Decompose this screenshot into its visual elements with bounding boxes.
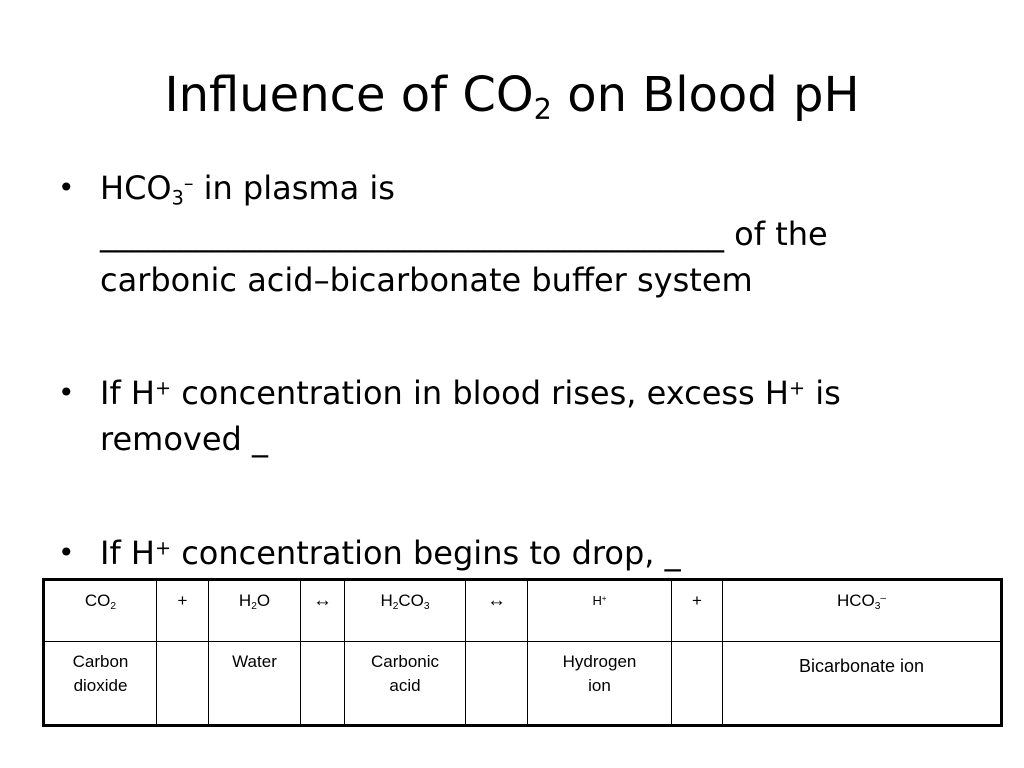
text: concentration in blood rises, excess H bbox=[171, 374, 789, 412]
bullet-dot: • bbox=[58, 536, 75, 569]
slide-title bbox=[0, 66, 1024, 127]
reversible-arrow: ↔ bbox=[466, 580, 528, 642]
text: H bbox=[592, 593, 602, 608]
bullet-line bbox=[100, 165, 980, 211]
text: CO bbox=[398, 591, 424, 610]
subscript: 3 bbox=[171, 186, 184, 210]
plus-sign: + bbox=[157, 580, 209, 642]
bullet-hco3-plasma bbox=[58, 165, 980, 303]
label-line: dioxide bbox=[73, 676, 128, 695]
plus-sign: + bbox=[672, 580, 723, 642]
subscript: 3 bbox=[423, 600, 430, 612]
superscript: + bbox=[154, 376, 172, 400]
label-carbonic-acid bbox=[345, 642, 466, 726]
subscript: 2 bbox=[251, 600, 257, 612]
superscript: – bbox=[880, 592, 887, 604]
subscript: 2 bbox=[392, 600, 399, 612]
superscript: + bbox=[154, 536, 172, 560]
superscript: + bbox=[788, 376, 806, 400]
subscript: 3 bbox=[874, 600, 881, 612]
h2co3-formula bbox=[345, 580, 466, 642]
co2-formula bbox=[44, 580, 157, 642]
title-text-end: on Blood pH bbox=[551, 67, 860, 123]
hplus-formula bbox=[528, 580, 672, 642]
label-row bbox=[44, 642, 1002, 726]
text: H bbox=[380, 591, 393, 610]
reversible-arrow: ↔ bbox=[301, 580, 345, 642]
bullet-line bbox=[100, 530, 980, 576]
hco3-formula bbox=[723, 580, 1002, 642]
text: concentration begins to drop, _ bbox=[171, 534, 681, 572]
text: If H bbox=[100, 374, 155, 412]
title-subscript: 2 bbox=[533, 92, 552, 127]
bullet-line: removed _ bbox=[100, 420, 268, 458]
text: in plasma is bbox=[193, 169, 395, 207]
label-carbon-dioxide bbox=[44, 642, 157, 726]
bullet-line-blank: _______________________________________ of the bbox=[100, 215, 828, 253]
label-line: acid bbox=[389, 676, 421, 695]
label-line: Hydrogen bbox=[562, 652, 637, 671]
bullet-dot: • bbox=[58, 171, 75, 204]
equation-row bbox=[44, 580, 1002, 642]
text: H bbox=[238, 591, 252, 610]
bullet-line: carbonic acid–bicarbonate buffer system bbox=[100, 261, 753, 299]
text: is bbox=[805, 374, 841, 412]
empty-cell bbox=[466, 642, 528, 726]
bullet-h-drops bbox=[58, 530, 980, 576]
label-bicarbonate-ion: Bicarbonate ion bbox=[723, 642, 1002, 726]
text: HCO bbox=[100, 169, 172, 207]
label-line: Carbon bbox=[72, 652, 129, 671]
text: CO bbox=[84, 591, 111, 610]
text: If H bbox=[100, 534, 155, 572]
superscript: – bbox=[183, 171, 194, 195]
bullet-dot: • bbox=[58, 376, 75, 409]
subscript: 2 bbox=[110, 600, 117, 612]
label-line: Carbonic bbox=[370, 652, 440, 671]
empty-cell bbox=[672, 642, 723, 726]
text: O bbox=[256, 591, 271, 610]
text: HCO bbox=[836, 591, 875, 610]
empty-cell bbox=[301, 642, 345, 726]
superscript: + bbox=[601, 594, 607, 604]
h2o-formula bbox=[209, 580, 301, 642]
label-line: ion bbox=[588, 676, 611, 695]
label-hydrogen-ion bbox=[528, 642, 672, 726]
empty-cell bbox=[157, 642, 209, 726]
label-water: Water bbox=[209, 642, 301, 726]
bullet-line bbox=[100, 370, 980, 416]
buffer-equation-table bbox=[42, 578, 1003, 727]
bullet-h-rises bbox=[58, 370, 980, 462]
title-text: Influence of CO bbox=[164, 67, 534, 123]
